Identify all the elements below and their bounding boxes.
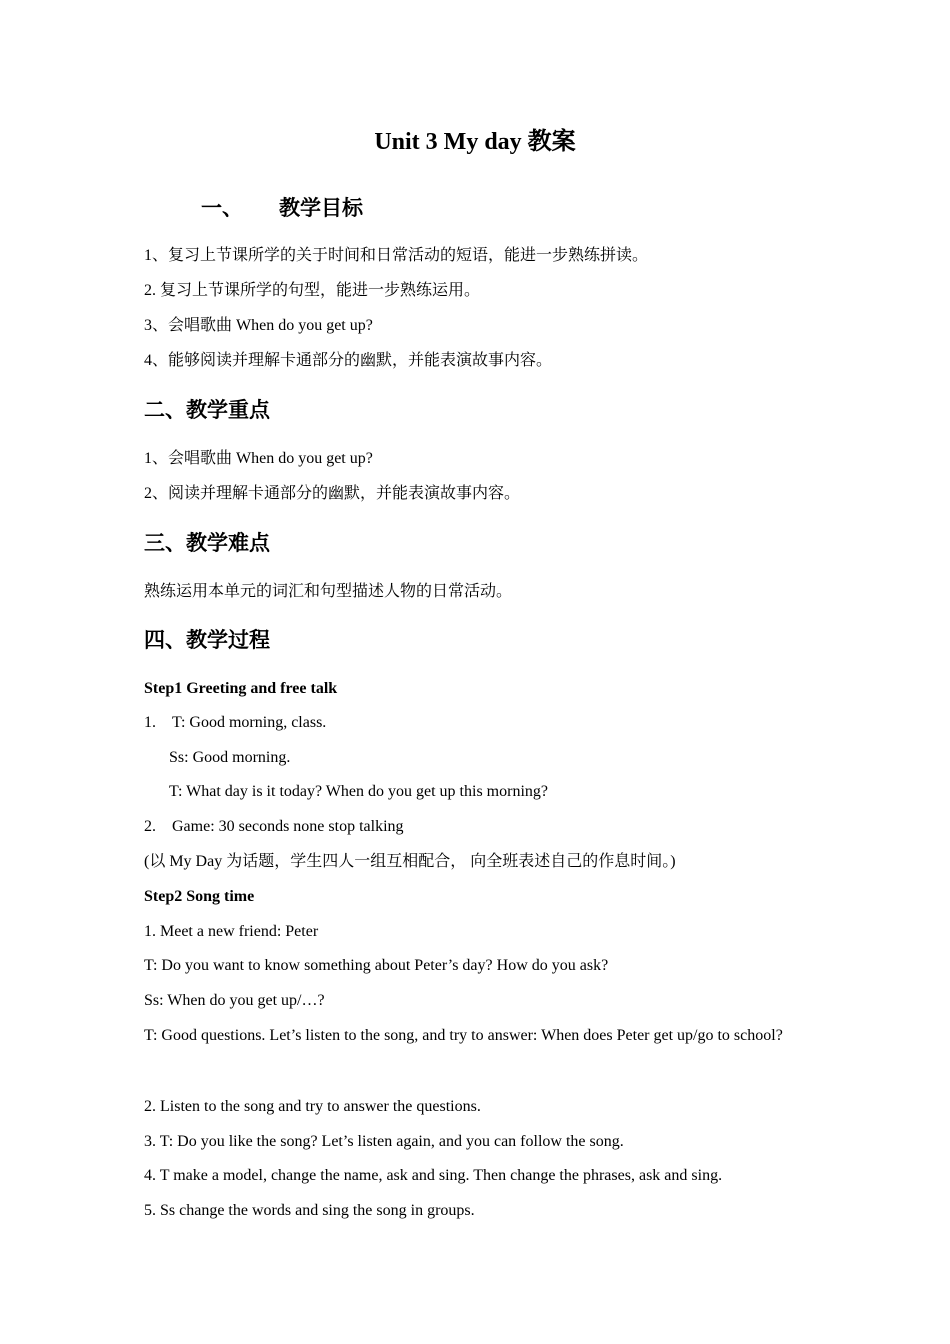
step1-item-2 <box>144 816 404 838</box>
step1-item-1 <box>144 712 326 734</box>
key-point-item: 2、阅读并理解卡通部分的幽默，并能表演故事内容。 <box>144 485 521 502</box>
objective-item: 4、能够阅读并理解卡通部分的幽默，并能表演故事内容。 <box>144 352 553 369</box>
dialog-line: Ss: Good morning. <box>169 749 291 766</box>
dialog-line: T: What day is it today? When do you get up this morning? <box>169 783 548 800</box>
step2-line: Ss: When do you get up/…? <box>144 992 325 1009</box>
section-number: 三、 <box>144 531 186 555</box>
item-text: Game: 30 seconds none stop talking <box>172 818 404 835</box>
section-heading-difficulty <box>144 529 270 557</box>
section-heading-key-points <box>144 396 270 424</box>
step1-heading: Step1 Greeting and free talk <box>144 680 338 697</box>
step2-heading: Step2 Song time <box>144 888 255 905</box>
objective-item: 2. 复习上节课所学的句型，能进一步熟练运用。 <box>144 282 481 299</box>
difficulty-text: 熟练运用本单元的词汇和句型描述人物的日常活动。 <box>144 583 513 600</box>
section-number: 四、 <box>144 628 186 652</box>
step2-line: 5. Ss change the words and sing the song in groups. <box>144 1202 475 1219</box>
objective-item: 1、复习上节课所学的关于时间和日常活动的短语，能进一步熟练拼读。 <box>144 247 649 264</box>
section-heading-process <box>144 626 270 654</box>
step2-line: 3. T: Do you like the song? Let’s listen again, and you can follow the song. <box>144 1133 624 1150</box>
dialog-line: T: Good morning, class. <box>172 714 327 731</box>
section-number: 二、 <box>144 398 186 422</box>
section-label: 教学难点 <box>186 531 270 555</box>
section-label: 教学目标 <box>279 196 363 220</box>
key-point-item: 1、会唱歌曲 When do you get up? <box>144 450 373 467</box>
step2-line: 4. T make a model, change the name, ask and sing. Then change the phrases, ask and sing. <box>144 1167 723 1184</box>
step2-line: 1. Meet a new friend: Peter <box>144 923 319 940</box>
list-number: 2. <box>144 818 156 835</box>
step1-note: (以 My Day 为话题，学生四人一组互相配合， 向全班表述自己的作息时间。) <box>144 853 676 870</box>
section-number: 一、 <box>201 196 243 220</box>
step2-line: 2. Listen to the song and try to answer the questions. <box>144 1098 481 1115</box>
section-heading-objectives <box>201 194 363 222</box>
list-number: 1. <box>144 714 156 731</box>
step2-line: T: Do you want to know something about Peter’s day? How do you ask? <box>144 957 609 974</box>
document-title: Unit 3 My day 教案 <box>374 129 576 155</box>
section-label: 教学过程 <box>186 628 270 652</box>
step2-long-line: T: Good questions. Let’s listen to the song, and try to answer: When does Peter get up/go to school? <box>144 1027 783 1044</box>
objective-item: 3、会唱歌曲 When do you get up? <box>144 317 373 334</box>
section-label: 教学重点 <box>186 398 270 422</box>
